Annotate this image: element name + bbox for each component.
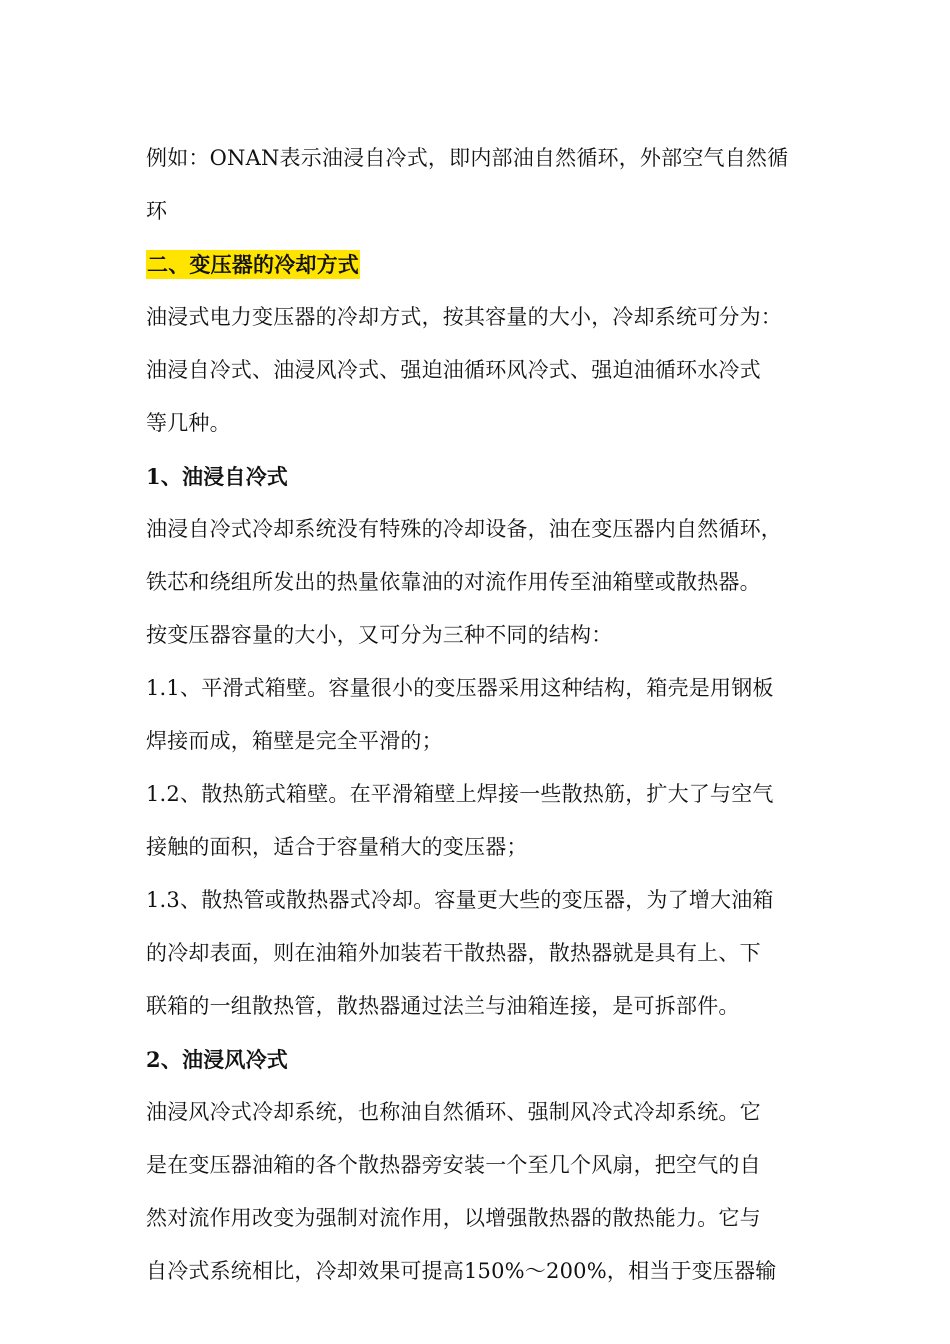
paragraph-line: 等几种。 (146, 411, 231, 435)
paragraph-line: 1.2、散热筋式箱壁。在平滑箱壁上焊接一些散热筋，扩大了与空气 (146, 782, 774, 806)
paragraph-line: 然对流作用改变为强制对流作用，以增强散热器的散热能力。它与 (146, 1206, 761, 1230)
section-heading (146, 238, 811, 291)
paragraph-line: 的冷却表面，则在油箱外加装若干散热器，散热器就是具有上、下 (146, 941, 761, 965)
document-body (146, 132, 811, 1298)
paragraph-line: 接触的面积，适合于容量稍大的变压器； (146, 835, 528, 859)
subsection-heading: 1、油浸自冷式 (146, 464, 289, 489)
paragraph-line: 自冷式系统相比，冷却效果可提高150%～200%，相当于变压器输 (146, 1259, 777, 1283)
highlighted-heading-text: 二、变压器的冷却方式 (147, 252, 359, 277)
paragraph-line: 联箱的一组散热管，散热器通过法兰与油箱连接，是可拆部件。 (146, 994, 740, 1018)
paragraph-line: 1.3、散热管或散热器式冷却。容量更大些的变压器，为了增大油箱 (146, 888, 774, 912)
paragraph-line: 油浸式电力变压器的冷却方式，按其容量的大小，冷却系统可分为： (146, 305, 782, 329)
paragraph-line: 焊接而成，箱壁是完全平滑的； (146, 729, 443, 753)
paragraph-line: 油浸自冷式冷却系统没有特殊的冷却设备，油在变压器内自然循环， (146, 517, 782, 541)
paragraph-line: 1.1、平滑式箱壁。容量很小的变压器采用这种结构，箱壳是用钢板 (146, 676, 774, 700)
paragraph-line: 环 (146, 199, 168, 223)
subsection-heading: 2、油浸风冷式 (146, 1047, 289, 1072)
paragraph-line: 油浸自冷式、油浸风冷式、强迫油循环风冷式、强迫油循环水冷式 (146, 358, 761, 382)
paragraph-line: 按变压器容量的大小，又可分为三种不同的结构： (146, 623, 613, 647)
paragraph-line: 铁芯和绕组所发出的热量依靠油的对流作用传至油箱壁或散热器。 (146, 570, 761, 594)
paragraph-line: 油浸风冷式冷却系统，也称油自然循环、强制风冷式冷却系统。它 (146, 1100, 761, 1124)
paragraph-line: 是在变压器油箱的各个散热器旁安装一个至几个风扇，把空气的自 (146, 1153, 761, 1177)
paragraph-line: 例如：ONAN表示油浸自冷式，即内部油自然循环，外部空气自然循 (146, 146, 789, 170)
